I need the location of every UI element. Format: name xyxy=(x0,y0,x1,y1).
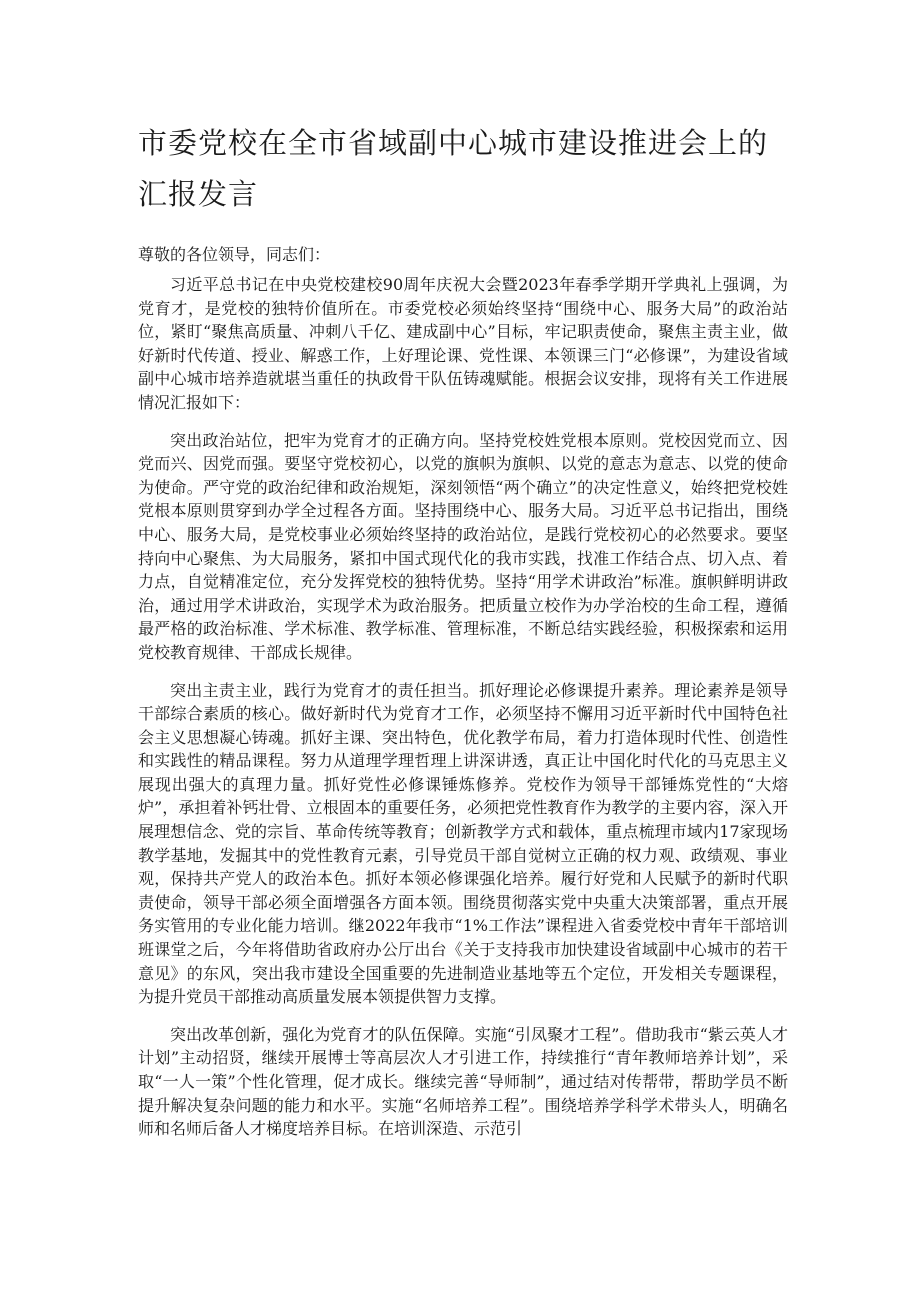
salutation: 尊敬的各位领导，同志们： xyxy=(138,245,331,264)
document-title: 市委党校在全市省域副中心城市建设推进会上的汇报发言 xyxy=(138,126,769,211)
paragraph-reform-innovation: 突出改革创新，强化为党育才的队伍保障。实施“引凤聚才工程”。借助我市“紫云英人才计划”主动招贤，继续开展博士等高层次人才引进工作，持续推行“青年教师培养计划”，采取“一人一策”个性化管理，促才成长。继续完善“导师制”，通过结对传帮带，帮助学员不断提升解决复杂问题的能力和水平。实施“名师培养工程”。围绕培养学科学术带头人，明确名师和名师后备人才梯度培养目标。在培训深造、示范引 xyxy=(138,1024,788,1139)
paragraph-main-responsibility: 突出主责主业，践行为党育才的责任担当。抓好理论必修课提升素养。理论素养是领导干部综合素质的核心。做好新时代为党育才工作，必须坚持不懈用习近平新时代中国特色社会主义思想凝心铸魂。抓好主课、突出特色，优化教学布局，着力打造体现时代性、创造性和实践性的精品课程。努力从道理学理哲理上讲深讲透，真正让中国化时代化的马克思主义展现出强大的真理力量。抓好党性必修课锤炼修养。党校作为领导干部锤炼党性的“大熔炉”，承担着补钙壮骨、立根固本的重要任务，必须把党性教育作为教学的主要内容，深入开展理想信念、党的宗旨、革命传统等教育；创新教学方式和载体，重点梳理市域内17家现场教学基地，发掘其中的党性教育元素，引导党员干部自觉树立正确的权力观、政绩观、事业观，保持共产党人的政治本色。抓好本领必修课强化培养。履行好党和人民赋予的新时代职责使命，领导干部必须全面增强各方面本领。围绕贯彻落实党中央重大决策部署，重点开展务实管用的专业化能力培训。继2022年我市“1%工作法”课程进入省委党校中青年干部培训班课堂之后，今年将借助省政府办公厅出台《关于支持我市加快建设省域副中心城市的若干意见》的东风，突出我市建设全国重要的先进制造业基地等五个定位，开发相关专题课程，为提升党员干部推动高质量发展本领提供智力支撑。 xyxy=(138,680,788,1007)
paragraph-intro: 习近平总书记在中央党校建校90周年庆祝大会暨2023年春季学期开学典礼上强调，为党育才，是党校的独特价值所在。市委党校必须始终坚持“围绕中心、服务大局”的政治站位，紧盯“聚焦高质量、冲刺八千亿、建成副中心”目标，牢记职责使命，聚焦主责主业，做好新时代传道、授业、解惑工作，上好理论课、党性课、本领课三门“必修课”，为建设省域副中心城市培养造就堪当重任的执政骨干队伍铸魂赋能。根据会议安排，现将有关工作进展情况汇报如下： xyxy=(138,275,788,412)
document-page xyxy=(138,118,788,1141)
paragraph-political-stance: 突出政治站位，把牢为党育才的正确方向。坚持党校姓党根本原则。党校因党而立、因党而兴、因党而强。要坚守党校初心，以党的旗帜为旗帜、以党的意志为意志、以党的使命为使命。严守党的政治纪律和政治规矩，深刻领悟“两个确立”的决定性意义，始终把党校姓党根本原则贯穿到办学全过程各方面。坚持围绕中心、服务大局。习近平总书记指出，围绕中心、服务大局，是党校事业必须始终坚持的政治站位，是践行党校初心的必然要求。要坚持向中心聚焦、为大局服务，紧扣中国式现代化的我市实践，找准工作结合点、切入点、着力点，自觉精准定位，充分发挥党校的独特优势。坚持“用学术讲政治”标准。旗帜鲜明讲政治，通过用学术讲政治，实现学术为政治服务。把质量立校作为办学治校的生命工程，遵循最严格的政治标准、学术标准、教学标准、管理标准，不断总结实践经验，积极探索和运用党校教育规律、干部成长规律。 xyxy=(138,430,788,662)
